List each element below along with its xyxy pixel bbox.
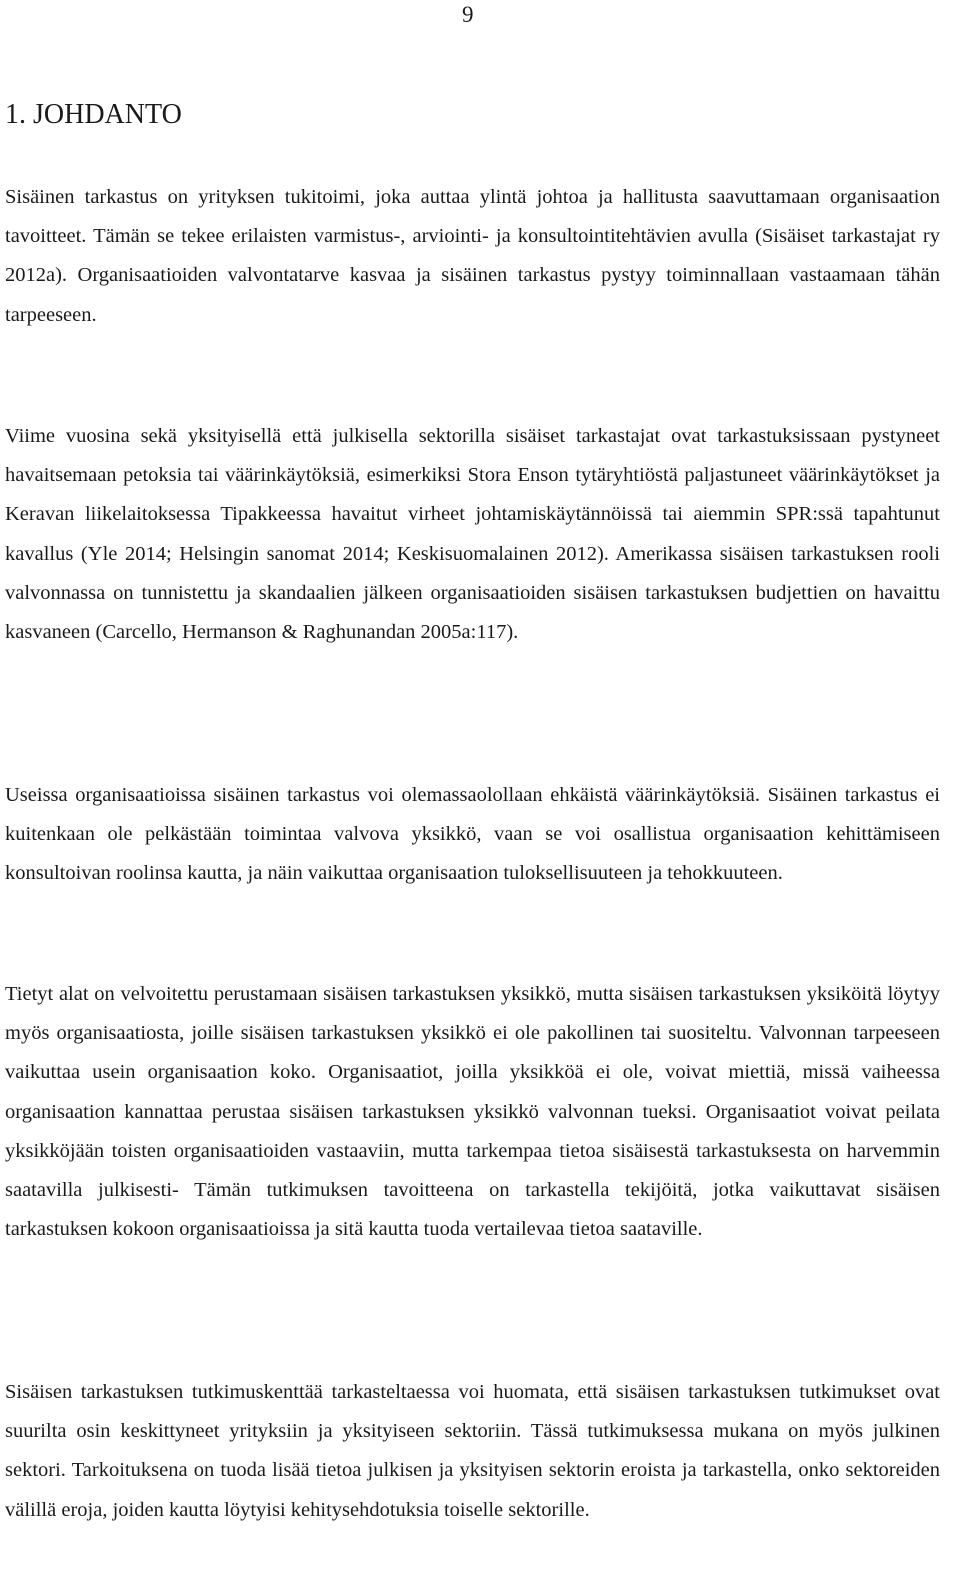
paragraph-3: Useissa organisaatioissa sisäinen tarkastus voi olemassaolollaan ehkäistä väärinkäytöksiä. Sisäinen tarkastus ei kuitenkaan ole pelkästään toimintaa valvova yksikkö, vaan se voi osallistua organisaation kehittämiseen konsultoivan roolinsa kautta, ja näin vaikuttaa organisaation tuloksellisuuteen ja tehokkuuteen. bbox=[5, 784, 940, 885]
paragraph-1: Sisäinen tarkastus on yrityksen tukitoimi, joka auttaa ylintä johtoa ja hallitusta saavuttamaan organisaation tavoitteet. Tämän se tekee erilaisten varmistus-, arviointi- ja konsultointitehtävien avulla (Sisäiset tarkastajat ry 2012a). Organisaatioiden valvontatarve kasvaa ja sisäinen tarkastus pystyy toiminnallaan vastaamaan tähän tarpeeseen. bbox=[5, 186, 940, 326]
paragraph-5: Sisäisen tarkastuksen tutkimuskenttää tarkasteltaessa voi huomata, että sisäisen tarkastuksen tutkimukset ovat suurilta osin keskittyneet yrityksiin ja yksityiseen sektoriin. Tässä tutkimuksessa mukana on myös julkinen sektori. Tarkoituksena on tuoda lisää tietoa julkisen ja yksityisen sektorin eroista ja tarkastella, onko sektoreiden välillä eroja, joiden kautta löytyisi kehitysehdotuksia toiselle sektorille. bbox=[5, 1381, 940, 1521]
paragraph-2: Viime vuosina sekä yksityisellä että julkisella sektorilla sisäiset tarkastajat ovat tarkastuksissaan pystyneet havaitsemaan petoksia tai väärinkäytöksiä, esimerkiksi Stora Enson tytäryhtiöstä paljastuneet väärinkäytökset ja Keravan liikelaitoksessa Tipakkeessa havaitut virheet johtamiskäytännöissä tai aiemmin SPR:ssä tapahtunut kavallus (Yle 2014; Helsingin sanomat 2014; Keskisuomalainen 2012). Amerikassa sisäisen tarkastuksen rooli valvonnassa on tunnistettu ja skandaalien jälkeen organisaatioiden sisäisen tarkastuksen budjettien on havaittu kasvaneen (Carcello, Hermanson & Raghunandan 2005a:117). bbox=[5, 425, 940, 644]
page-number: 9 bbox=[462, 2, 474, 27]
chapter-heading: 1. JOHDANTO bbox=[5, 99, 182, 130]
paragraph-4: Tietyt alat on velvoitettu perustamaan sisäisen tarkastuksen yksikkö, mutta sisäisen tarkastuksen yksiköitä löytyy myös organisaatiosta, joille sisäisen tarkastuksen yksikkö ei ole pakollinen tai suositeltu. Valvonnan tarpeeseen vaikuttaa usein organisaation koko. Organisaatiot, joilla yksikköä ei ole, voivat miettiä, missä vaiheessa organisaation kannattaa perustaa sisäisen tarkastuksen yksikkö valvonnan tueksi. Organisaatiot voivat peilata yksikköjään toisten organisaatioiden vastaaviin, mutta tarkempaa tietoa sisäisestä tarkastuksesta on harvemmin saatavilla julkisesti- Tämän tutkimuksen tavoitteena on tarkastella tekijöitä, jotka vaikuttavat sisäisen tarkastuksen kokoon organisaatioissa ja sitä kautta tuoda vertailevaa tietoa saataville. bbox=[5, 983, 940, 1241]
